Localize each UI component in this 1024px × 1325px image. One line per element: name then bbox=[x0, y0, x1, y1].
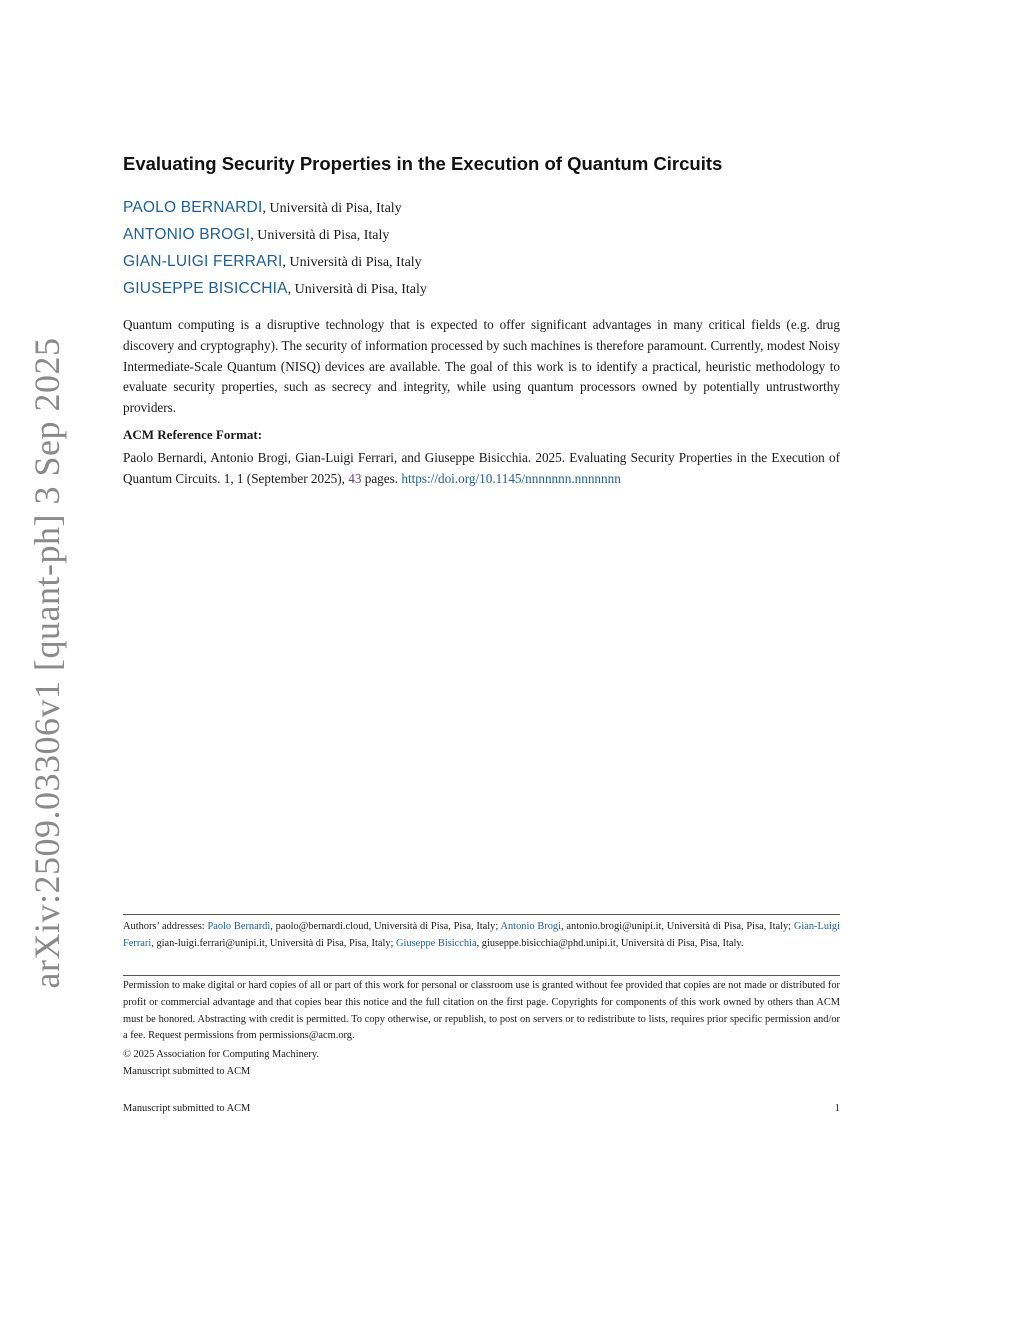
author-affiliation: , Università di Pisa, Italy bbox=[262, 201, 402, 216]
acm-reference-heading: ACM Reference Format: bbox=[123, 427, 263, 442]
address-author-link[interactable]: Gian-Luigi Ferrari bbox=[123, 921, 840, 949]
author-list bbox=[123, 198, 843, 306]
doi-link[interactable]: https://doi.org/10.1145/nnnnnnn.nnnnnnn bbox=[401, 470, 621, 486]
address-details: , giuseppe.bisicchia@phd.unipi.it, Università di Pisa, Pisa, Italy. bbox=[476, 938, 744, 949]
author-line bbox=[123, 252, 843, 279]
address-details: , gian-luigi.ferrari@unipi.it, Università di Pisa, Pisa, Italy; bbox=[151, 938, 397, 949]
author-affiliation: , Università di Pisa, Italy bbox=[250, 228, 390, 243]
footnote-divider bbox=[123, 914, 840, 915]
manuscript-note: Manuscript submitted to ACM bbox=[123, 1066, 251, 1077]
address-details: , antonio.brogi@unipi.it, Università di Pisa, Pisa, Italy; bbox=[561, 921, 794, 932]
author-affiliation: , Università di Pisa, Italy bbox=[282, 255, 422, 270]
author-line bbox=[123, 225, 843, 252]
acm-reference-citation bbox=[123, 448, 840, 490]
running-footer: Manuscript submitted to ACM bbox=[123, 1103, 251, 1114]
address-author-link[interactable]: Giuseppe Bisicchia bbox=[396, 938, 477, 949]
author-name[interactable]: GIAN-LUIGI FERRARI bbox=[123, 253, 283, 270]
pages-suffix: pages. bbox=[361, 470, 402, 486]
copyright-notice: © 2025 Association for Computing Machinery. bbox=[123, 1049, 319, 1060]
authors-addresses bbox=[123, 918, 840, 952]
author-line bbox=[123, 198, 843, 225]
permission-divider bbox=[123, 975, 840, 976]
author-name[interactable]: PAOLO BERNARDI bbox=[123, 199, 263, 216]
page-number: 1 bbox=[834, 1103, 840, 1114]
paper-title: Evaluating Security Properties in the Execution of Quantum Circuits bbox=[123, 153, 723, 174]
citation-text: Paolo Bernardi, Antonio Brogi, Gian-Luigi Ferrari, and Giuseppe Bisicchia. 2025. Evaluating Security Properties in the Execution of Quantum Circuits. 1, 1 (September 2025), bbox=[123, 450, 840, 486]
permission-notice: Permission to make digital or hard copies of all or part of this work for personal or classroom use is granted without fee provided that copies are not made or distributed for profit or commercial advantage and that copies bear this notice and the full citation on the first page. Copyrights for components of this work owned by others than ACM must be honored. Abstracting with credit is permitted. To copy otherwise, or republish, to post on servers or to redistribute to lists, requires prior specific permission and/or a fee. Request permissions from permissions@acm.org. bbox=[123, 980, 840, 1042]
addresses-prefix: Authors’ addresses: bbox=[123, 921, 208, 932]
address-author-link[interactable]: Paolo Bernardi bbox=[207, 921, 271, 932]
page-count-link[interactable]: 43 bbox=[348, 470, 362, 486]
arxiv-stamp bbox=[0, 0, 100, 1325]
abstract: Quantum computing is a disruptive technology that is expected to offer significant advantages in many critical fields (e.g. drug discovery and cryptography). The security of information processed by such machines is therefore paramount. Currently, modest Noisy Intermediate-Scale Quantum (NISQ) devices are available. The goal of this work is to identify a practical, heuristic methodology to evaluate security properties, such as secrecy and integrity, while using quantum processors owned by potentially untrustworthy providers. bbox=[123, 317, 840, 416]
author-name[interactable]: GIUSEPPE BISICCHIA bbox=[123, 280, 288, 297]
author-line bbox=[123, 279, 843, 306]
address-details: , paolo@bernardi.cloud, Università di Pisa, Pisa, Italy; bbox=[270, 921, 501, 932]
address-author-link[interactable]: Antonio Brogi bbox=[500, 921, 561, 932]
author-name[interactable]: ANTONIO BROGI bbox=[123, 226, 251, 243]
arxiv-stamp-text: arXiv:2509.03306v1 [quant-ph] 3 Sep 2025 bbox=[27, 337, 67, 989]
author-affiliation: , Università di Pisa, Italy bbox=[287, 282, 427, 297]
